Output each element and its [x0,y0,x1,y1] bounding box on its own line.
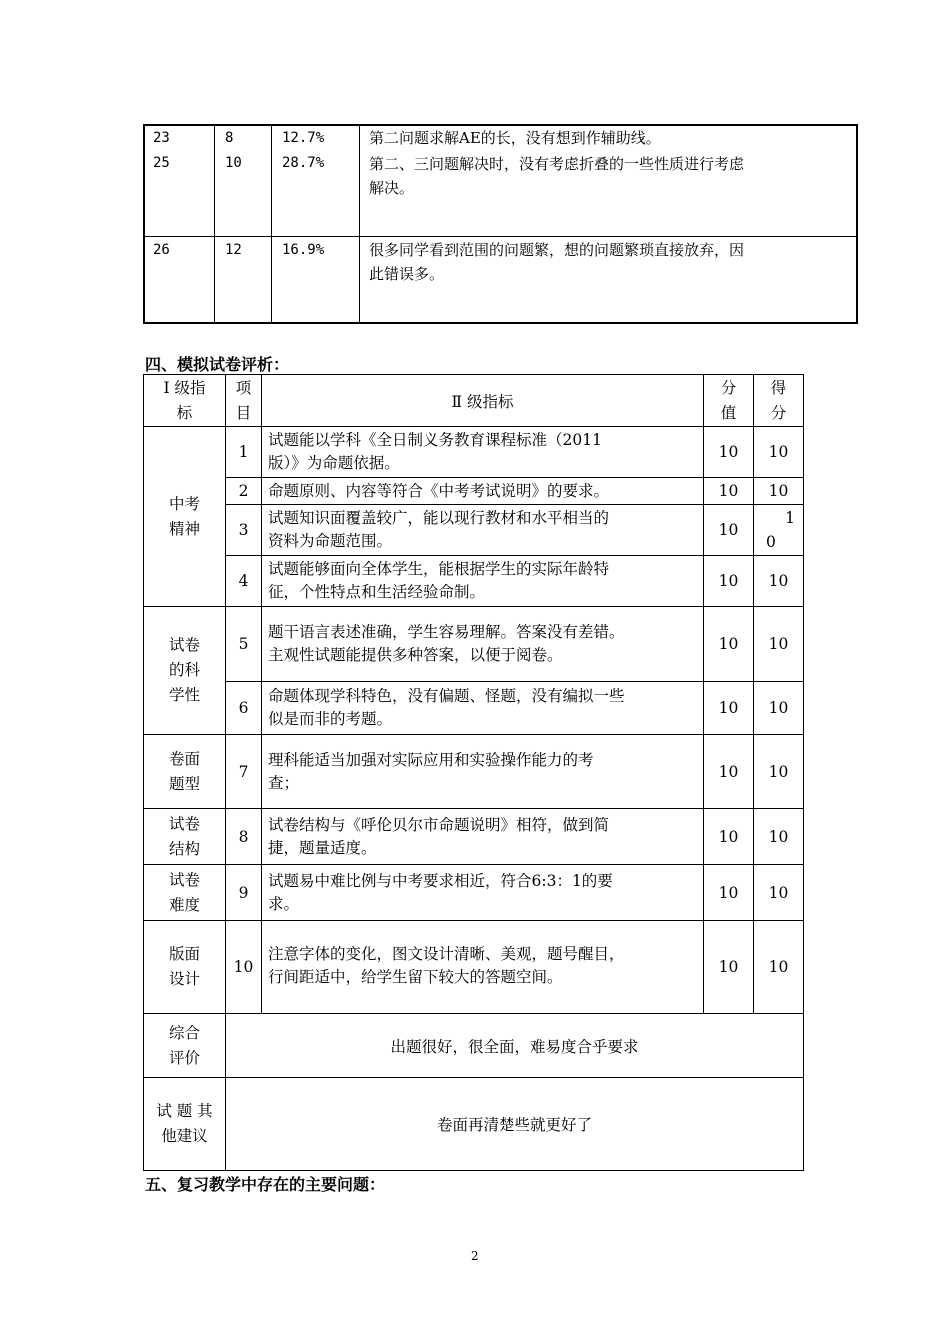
item-number: 4 [226,556,262,607]
score-value: 10 [704,556,754,607]
indicator-text: 试题易中难比例与中考要求相近，符合6:3：1的要 求。 [262,865,704,921]
table-row [144,735,804,809]
header-score: 分 值 [704,375,754,427]
table-header-row [144,375,804,427]
table-row [144,809,804,865]
indicator-text: 理科能适当加强对实际应用和实验操作能力的考 查； [262,735,704,809]
item-number: 3 [226,505,262,556]
indicator-text: 注意字体的变化，图文设计清晰、美观，题号醒目， 行间距适中，给学生留下较大的答题空间。 [262,921,704,1014]
score-got: 10 [754,809,804,865]
table-row [144,607,804,682]
question-number: 25 [153,155,170,171]
section-heading: 四、模拟试卷评析： [145,355,290,374]
error-analysis-text: 此错误多。 [369,265,445,283]
indicator-text: 试题知识面覆盖较广，能以现行教材和水平相当的 资料为命题范围。 [262,505,704,556]
row-divider [145,236,856,237]
score-got: 10 [754,427,804,478]
error-analysis-text: 第二问题求解AE的长，没有想到作辅助线。 [369,129,661,147]
score-value: 10 [704,921,754,1014]
header-got: 得 分 [754,375,804,427]
suggestion-text: 卷面再清楚些就更好了 [226,1078,804,1171]
error-count: 10 [225,155,242,171]
error-rate: 12.7% [282,130,325,146]
table-row [144,556,804,607]
item-number: 9 [226,865,262,921]
score-value: 10 [704,478,754,505]
score-got: 10 [754,478,804,505]
overall-text: 出题很好，很全面，难易度合乎要求 [226,1014,804,1078]
column-divider [271,126,272,322]
overall-label: 综合 评价 [144,1014,226,1078]
indicator-text: 试题能以学科《全日制义务教育课程标准（2011 版）》为命题依据。 [262,427,704,478]
score-value: 10 [704,735,754,809]
error-analysis-text: 第二、三问题解决时，没有考虑折叠的一些性质进行考虑 [369,155,745,173]
score-value: 10 [704,427,754,478]
indicator-text: 题干语言表述准确，学生容易理解。答案没有差错。 主观性试题能提供多种答案，以便于阅卷。 [262,607,704,682]
indicator-text: 命题体现学科特色，没有偏题、怪题，没有编拟一些 似是而非的考题。 [262,682,704,735]
section-heading: 五、复习教学中存在的主要问题： [145,1175,386,1194]
group-label: 试卷 的科 学性 [144,607,226,735]
score-got: 1 0 [754,505,804,556]
error-rate: 28.7% [282,155,325,171]
overall-row [144,1014,804,1078]
group-label: 试卷 结构 [144,809,226,865]
score-value: 10 [704,682,754,735]
evaluation-table [143,374,804,1171]
header-level1: Ⅰ 级指 标 [144,375,226,427]
table-row [144,865,804,921]
suggestion-label: 试 题 其 他建议 [144,1078,226,1171]
item-number: 6 [226,682,262,735]
indicator-text: 命题原则、内容等符合《中考考试说明》的要求。 [262,478,704,505]
item-number: 5 [226,607,262,682]
table-row [144,682,804,735]
score-got: 10 [754,735,804,809]
item-number: 7 [226,735,262,809]
column-divider [359,126,360,322]
group-label: 试卷 难度 [144,865,226,921]
item-number: 10 [226,921,262,1014]
item-number: 2 [226,478,262,505]
score-value: 10 [704,505,754,556]
question-number: 23 [153,130,170,146]
score-value: 10 [704,865,754,921]
suggestion-row [144,1078,804,1171]
score-got: 10 [754,607,804,682]
indicator-text: 试卷结构与《呼伦贝尔市命题说明》相符，做到简 捷，题量适度。 [262,809,704,865]
header-item: 项 目 [226,375,262,427]
score-got: 10 [754,682,804,735]
indicator-text: 试题能够面向全体学生，能根据学生的实际年龄特 征，个性特点和生活经验命制。 [262,556,704,607]
table-row [144,427,804,478]
error-analysis-text: 很多同学看到范围的问题繁，想的问题繁琐直接放弃，因 [369,241,745,259]
score-got: 10 [754,556,804,607]
score-got: 10 [754,865,804,921]
header-level2: Ⅱ 级指标 [262,375,704,427]
question-number: 26 [153,242,170,258]
table-row [144,505,804,556]
group-label: 卷面 题型 [144,735,226,809]
score-value: 10 [704,607,754,682]
column-divider [214,126,215,322]
score-got: 10 [754,921,804,1014]
error-count: 8 [225,130,234,146]
group-label: 版面 设计 [144,921,226,1014]
error-count: 12 [225,242,242,258]
item-number: 1 [226,427,262,478]
page-number: 2 [471,1249,479,1263]
table-row [144,478,804,505]
item-number: 8 [226,809,262,865]
error-rate: 16.9% [282,242,325,258]
error-analysis-table [143,124,858,324]
group-label: 中考 精神 [144,427,226,607]
score-value: 10 [704,809,754,865]
table-row [144,921,804,1014]
error-analysis-text: 解决。 [369,179,415,197]
